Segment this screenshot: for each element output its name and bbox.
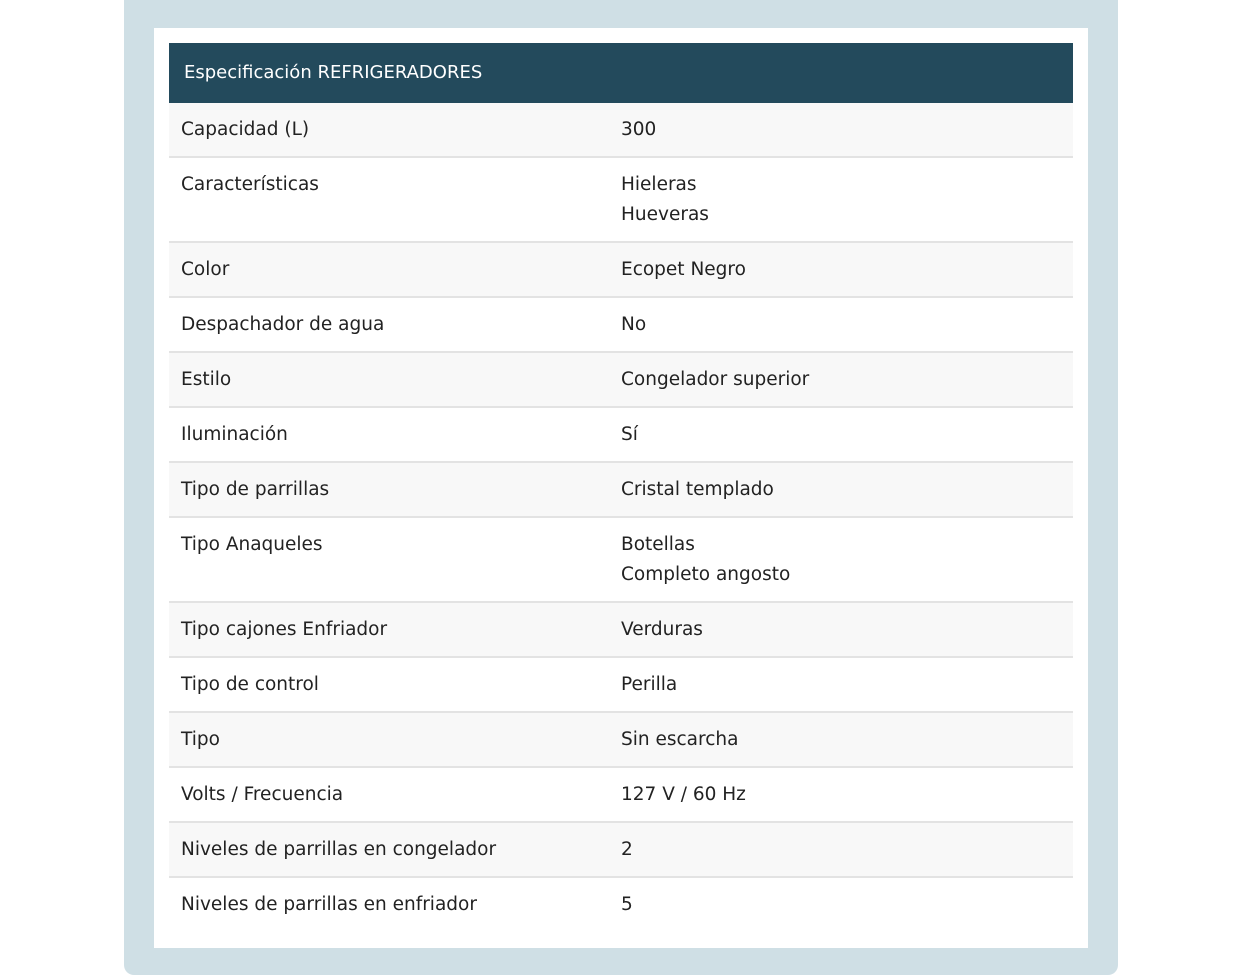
spec-row bbox=[169, 658, 1073, 713]
spec-value: Botellas bbox=[621, 534, 695, 555]
spec-label: Iluminación bbox=[181, 424, 288, 445]
spec-table bbox=[169, 43, 1073, 931]
spec-value: Sí bbox=[621, 424, 638, 445]
spec-values bbox=[621, 890, 1073, 920]
spec-values bbox=[621, 115, 1073, 145]
spec-row bbox=[169, 878, 1073, 931]
spec-label: Niveles de parrillas en congelador bbox=[181, 839, 497, 860]
spec-values bbox=[621, 835, 1073, 865]
spec-row bbox=[169, 298, 1073, 353]
spec-row bbox=[169, 768, 1073, 823]
spec-value: Completo angosto bbox=[621, 564, 791, 585]
spec-label: Tipo de control bbox=[181, 674, 319, 695]
outer-frame bbox=[124, 0, 1118, 975]
spec-row bbox=[169, 518, 1073, 603]
spec-label: Tipo Anaqueles bbox=[181, 534, 323, 555]
spec-values bbox=[621, 780, 1073, 810]
spec-values bbox=[621, 670, 1073, 700]
spec-row bbox=[169, 103, 1073, 158]
spec-label: Niveles de parrillas en enfriador bbox=[181, 894, 477, 915]
spec-values bbox=[621, 170, 1073, 230]
spec-values bbox=[621, 420, 1073, 450]
spec-value: 300 bbox=[621, 119, 657, 140]
spec-label: Tipo cajones Enfriador bbox=[181, 619, 388, 640]
spec-values bbox=[621, 310, 1073, 340]
spec-value: Hueveras bbox=[621, 204, 709, 225]
spec-label: Capacidad (L) bbox=[181, 119, 310, 140]
spec-row bbox=[169, 353, 1073, 408]
spec-label: Tipo de parrillas bbox=[181, 479, 330, 500]
spec-row bbox=[169, 603, 1073, 658]
spec-values bbox=[621, 725, 1073, 755]
spec-value: Ecopet Negro bbox=[621, 259, 746, 280]
spec-value: Hieleras bbox=[621, 174, 697, 195]
spec-row bbox=[169, 823, 1073, 878]
spec-values bbox=[621, 255, 1073, 285]
spec-value: Sin escarcha bbox=[621, 729, 739, 750]
spec-label: Tipo bbox=[181, 729, 220, 750]
spec-values bbox=[621, 530, 1073, 590]
spec-panel bbox=[154, 28, 1088, 948]
spec-value: Congelador superior bbox=[621, 369, 810, 390]
spec-value: No bbox=[621, 314, 647, 335]
spec-row bbox=[169, 158, 1073, 243]
spec-row bbox=[169, 463, 1073, 518]
spec-value: 5 bbox=[621, 894, 633, 915]
spec-label: Despachador de agua bbox=[181, 314, 385, 335]
spec-value: Perilla bbox=[621, 674, 678, 695]
spec-rows bbox=[169, 103, 1073, 931]
spec-value: Cristal templado bbox=[621, 479, 774, 500]
spec-value: Verduras bbox=[621, 619, 703, 640]
spec-label: Características bbox=[181, 174, 319, 195]
spec-label: Estilo bbox=[181, 369, 232, 390]
spec-values bbox=[621, 365, 1073, 395]
spec-row bbox=[169, 243, 1073, 298]
spec-values bbox=[621, 615, 1073, 645]
spec-row bbox=[169, 408, 1073, 463]
spec-table-title: Especificación REFRIGERADORES bbox=[169, 43, 1073, 103]
spec-row bbox=[169, 713, 1073, 768]
spec-label: Color bbox=[181, 259, 230, 280]
spec-value: 2 bbox=[621, 839, 633, 860]
spec-values bbox=[621, 475, 1073, 505]
spec-value: 127 V / 60 Hz bbox=[621, 784, 746, 805]
spec-label: Volts / Frecuencia bbox=[181, 784, 344, 805]
